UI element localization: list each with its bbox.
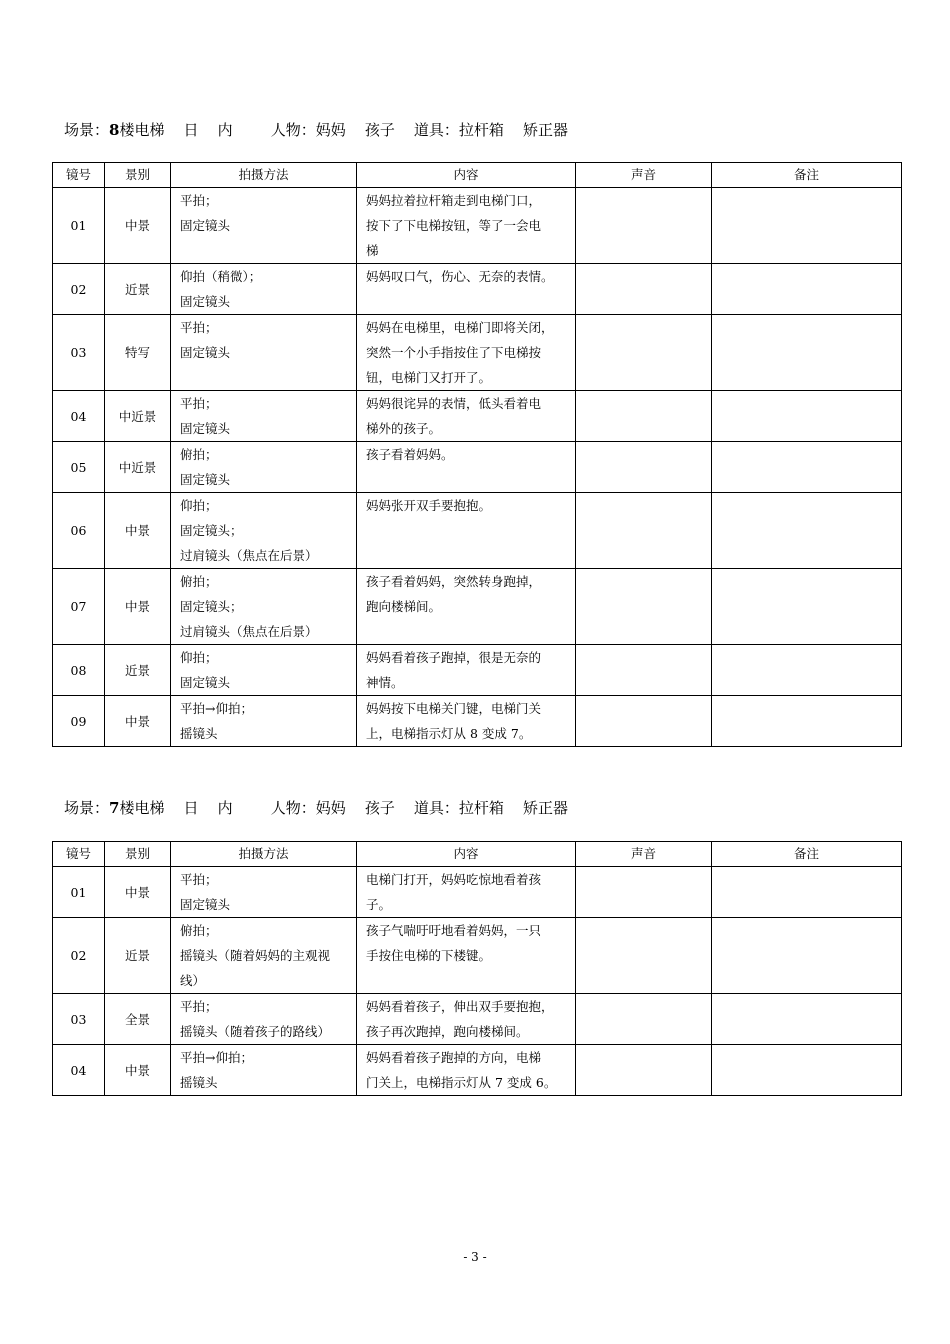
camera-method xyxy=(171,1045,357,1096)
notes-cell xyxy=(712,391,902,442)
camera-method xyxy=(171,188,357,264)
shot-number: 03 xyxy=(53,994,105,1045)
header-notes: 备注 xyxy=(712,163,902,188)
camera-method xyxy=(171,569,357,645)
table-row xyxy=(53,442,902,493)
shot-content xyxy=(357,493,576,569)
camera-method-line: 摇镜头 xyxy=(180,726,218,741)
sound-cell xyxy=(576,188,712,264)
shot-size: 中近景 xyxy=(105,442,171,493)
sound-cell xyxy=(576,315,712,391)
shot-content xyxy=(357,391,576,442)
shot-content xyxy=(357,315,576,391)
shot-size: 近景 xyxy=(105,918,171,994)
shot-size: 近景 xyxy=(105,645,171,696)
scene-title: 场景：7楼电梯 日 内 人物：妈妈 孩子 道具：拉杆箱 矫正器 xyxy=(64,799,568,817)
page-number: - 3 - xyxy=(463,1250,487,1264)
shot-content xyxy=(357,645,576,696)
table-row xyxy=(53,994,902,1045)
sound-cell xyxy=(576,493,712,569)
camera-method xyxy=(171,442,357,493)
header-shot-size: 景别 xyxy=(105,842,171,867)
sound-cell xyxy=(576,994,712,1045)
camera-method-line: 过肩镜头（焦点在后景） xyxy=(180,624,318,639)
camera-method-line: 固定镜头 xyxy=(180,294,231,309)
shot-content xyxy=(357,918,576,994)
shot-table xyxy=(52,162,902,747)
shot-size: 特写 xyxy=(105,315,171,391)
camera-method-line: 仰拍（稍微）； xyxy=(180,269,262,284)
notes-cell xyxy=(712,918,902,994)
shot-content-line: 孩子看着妈妈。 xyxy=(366,447,454,462)
shot-content-line: 电梯门打开，妈妈吃惊地看着孩 xyxy=(366,872,542,887)
camera-method-line: 平拍； xyxy=(180,999,218,1014)
shot-number: 09 xyxy=(53,696,105,747)
camera-method-line: 俯拍； xyxy=(180,574,218,589)
table-row xyxy=(53,696,902,747)
notes-cell xyxy=(712,315,902,391)
header-camera-method: 拍摄方法 xyxy=(171,842,357,867)
header-shot-size: 景别 xyxy=(105,163,171,188)
table-header-row xyxy=(53,163,902,188)
camera-method-line: 平拍； xyxy=(180,320,218,335)
notes-cell xyxy=(712,569,902,645)
shot-content-line: 妈妈按下电梯关门键，电梯门关 xyxy=(366,701,542,716)
shot-size: 中景 xyxy=(105,1045,171,1096)
camera-method-line: 仰拍； xyxy=(180,498,218,513)
camera-method-line: 固定镜头； xyxy=(180,523,243,538)
shot-number: 01 xyxy=(53,188,105,264)
shot-content-line: 突然一个小手指按住了下电梯按 xyxy=(366,345,542,360)
table-header-row xyxy=(53,842,902,867)
camera-method xyxy=(171,645,357,696)
shot-number: 02 xyxy=(53,264,105,315)
shot-content-line: 神情。 xyxy=(366,675,404,690)
shot-content-line: 妈妈很诧异的表情，低头看着电 xyxy=(366,396,542,411)
camera-method xyxy=(171,867,357,918)
notes-cell xyxy=(712,696,902,747)
table-row xyxy=(53,315,902,391)
camera-method-line: 俯拍； xyxy=(180,923,218,938)
table-row xyxy=(53,264,902,315)
camera-method-line: 摇镜头（随着孩子的路线） xyxy=(180,1024,331,1039)
header-content: 内容 xyxy=(357,163,576,188)
shot-size: 近景 xyxy=(105,264,171,315)
shot-content-line: 妈妈看着孩子跑掉的方向，电梯 xyxy=(366,1050,542,1065)
notes-cell xyxy=(712,442,902,493)
notes-cell xyxy=(712,1045,902,1096)
shot-number: 04 xyxy=(53,391,105,442)
shot-number: 01 xyxy=(53,867,105,918)
shot-content-line: 妈妈拉着拉杆箱走到电梯门口， xyxy=(366,193,542,208)
header-content: 内容 xyxy=(357,842,576,867)
camera-method-line: 平拍； xyxy=(180,872,218,887)
shot-size: 中景 xyxy=(105,493,171,569)
shot-content-line: 手按住电梯的下楼键。 xyxy=(366,948,492,963)
shot-content xyxy=(357,264,576,315)
shot-content-line: 按下了下电梯按钮，等了一会电 xyxy=(366,218,542,233)
shot-content-line: 妈妈看着孩子跑掉，很是无奈的 xyxy=(366,650,542,665)
shot-number: 07 xyxy=(53,569,105,645)
camera-method-line: 俯拍； xyxy=(180,447,218,462)
camera-method-line: 平拍→仰拍； xyxy=(180,1050,253,1065)
camera-method-line: 过肩镜头（焦点在后景） xyxy=(180,548,318,563)
shot-content-line: 梯外的孩子。 xyxy=(366,421,442,436)
shot-content xyxy=(357,442,576,493)
shot-number: 05 xyxy=(53,442,105,493)
shot-size: 中景 xyxy=(105,188,171,264)
shot-content xyxy=(357,1045,576,1096)
table-row xyxy=(53,645,902,696)
sound-cell xyxy=(576,1045,712,1096)
shot-content-line: 上，电梯指示灯从 8 变成 7。 xyxy=(366,726,532,741)
camera-method xyxy=(171,315,357,391)
camera-method xyxy=(171,918,357,994)
shot-content-line: 妈妈张开双手要抱抱。 xyxy=(366,498,492,513)
camera-method xyxy=(171,493,357,569)
camera-method-line: 摇镜头（随着妈妈的主观视 xyxy=(180,948,331,963)
sound-cell xyxy=(576,867,712,918)
camera-method-line: 固定镜头； xyxy=(180,599,243,614)
camera-method xyxy=(171,264,357,315)
shot-content-line: 子。 xyxy=(366,897,392,912)
shot-content-line: 孩子再次跑掉，跑向楼梯间。 xyxy=(366,1024,529,1039)
sound-cell xyxy=(576,442,712,493)
camera-method-line: 固定镜头 xyxy=(180,345,231,360)
shot-content-line: 跑向楼梯间。 xyxy=(366,599,442,614)
shot-number: 08 xyxy=(53,645,105,696)
sound-cell xyxy=(576,696,712,747)
camera-method-line: 固定镜头 xyxy=(180,897,231,912)
header-sound: 声音 xyxy=(576,842,712,867)
header-sound: 声音 xyxy=(576,163,712,188)
camera-method xyxy=(171,994,357,1045)
shot-content-line: 门关上，电梯指示灯从 7 变成 6。 xyxy=(366,1075,557,1090)
shot-content xyxy=(357,569,576,645)
table-row xyxy=(53,391,902,442)
sound-cell xyxy=(576,391,712,442)
shot-content-line: 孩子气喘吁吁地看着妈妈，一只 xyxy=(366,923,542,938)
shot-content-line: 孩子看着妈妈，突然转身跑掉， xyxy=(366,574,542,589)
shot-content xyxy=(357,867,576,918)
shot-content-line: 妈妈叹口气，伤心、无奈的表情。 xyxy=(366,269,554,284)
camera-method-line: 平拍→仰拍； xyxy=(180,701,253,716)
notes-cell xyxy=(712,994,902,1045)
shot-content-line: 梯 xyxy=(366,243,379,258)
header-shot-number: 镜号 xyxy=(53,842,105,867)
shot-size: 中近景 xyxy=(105,391,171,442)
camera-method-line: 平拍； xyxy=(180,396,218,411)
header-camera-method: 拍摄方法 xyxy=(171,163,357,188)
camera-method-line: 摇镜头 xyxy=(180,1075,218,1090)
camera-method xyxy=(171,391,357,442)
table-row xyxy=(53,1045,902,1096)
table-row xyxy=(53,867,902,918)
table-row xyxy=(53,493,902,569)
shot-content-line: 妈妈看着孩子，伸出双手要抱抱， xyxy=(366,999,554,1014)
shot-size: 中景 xyxy=(105,867,171,918)
shot-size: 中景 xyxy=(105,696,171,747)
camera-method-line: 仰拍； xyxy=(180,650,218,665)
table-row xyxy=(53,569,902,645)
camera-method-line: 固定镜头 xyxy=(180,421,231,436)
notes-cell xyxy=(712,264,902,315)
notes-cell xyxy=(712,867,902,918)
scene-title: 场景：8楼电梯 日 内 人物：妈妈 孩子 道具：拉杆箱 矫正器 xyxy=(64,121,568,139)
shot-table xyxy=(52,841,902,1096)
sound-cell xyxy=(576,264,712,315)
table-row xyxy=(53,188,902,264)
camera-method-line: 平拍； xyxy=(180,193,218,208)
shot-content-line: 钮，电梯门又打开了。 xyxy=(366,370,492,385)
shot-content-line: 妈妈在电梯里，电梯门即将关闭， xyxy=(366,320,554,335)
camera-method xyxy=(171,696,357,747)
camera-method-line: 固定镜头 xyxy=(180,675,231,690)
notes-cell xyxy=(712,188,902,264)
shot-size: 中景 xyxy=(105,569,171,645)
camera-method-line: 固定镜头 xyxy=(180,218,231,233)
header-notes: 备注 xyxy=(712,842,902,867)
camera-method-line: 固定镜头 xyxy=(180,472,231,487)
sound-cell xyxy=(576,918,712,994)
shot-number: 06 xyxy=(53,493,105,569)
notes-cell xyxy=(712,493,902,569)
table-row xyxy=(53,918,902,994)
shot-size: 全景 xyxy=(105,994,171,1045)
shot-content xyxy=(357,188,576,264)
camera-method-line: 线） xyxy=(180,973,206,988)
sound-cell xyxy=(576,569,712,645)
header-shot-number: 镜号 xyxy=(53,163,105,188)
shot-number: 04 xyxy=(53,1045,105,1096)
notes-cell xyxy=(712,645,902,696)
shot-number: 02 xyxy=(53,918,105,994)
shot-content xyxy=(357,994,576,1045)
shot-content xyxy=(357,696,576,747)
sound-cell xyxy=(576,645,712,696)
shot-number: 03 xyxy=(53,315,105,391)
